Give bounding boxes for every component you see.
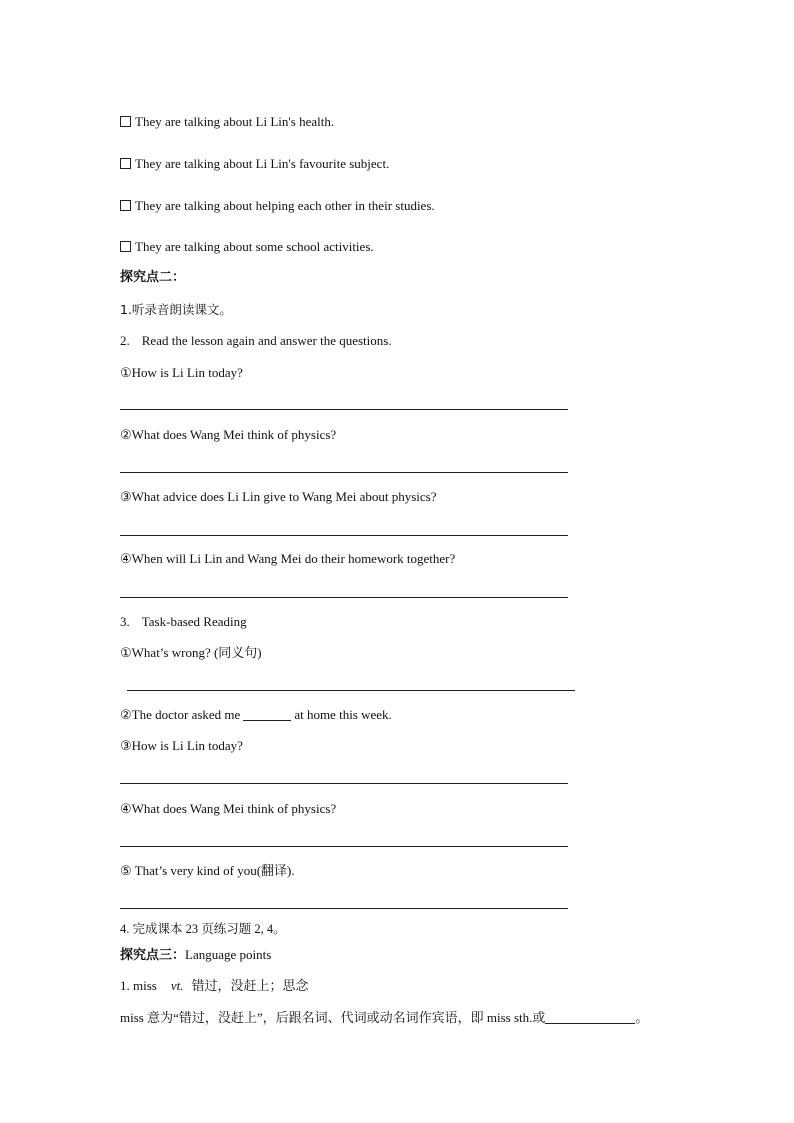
option-health[interactable]: They are talking about Li Lin's health. <box>120 114 334 130</box>
option-favourite-subject[interactable]: They are talking about Li Lin's favourite subject. <box>120 156 389 172</box>
language-point-1-note: miss 意为“错过，没赶上”，后跟名词、代词或动名词作宾语，即 miss sth.或 。 <box>120 1010 649 1025</box>
checkbox[interactable] <box>120 158 131 169</box>
fill-blank[interactable] <box>243 708 291 721</box>
language-point-1: 1. miss vt. 错过，没赶上；思念 <box>120 978 309 993</box>
section3-heading: 探究点三：Language points <box>120 947 272 963</box>
checkbox[interactable] <box>120 200 131 211</box>
answer-line[interactable] <box>120 409 568 410</box>
question-4: ④When will Li Lin and Wang Mei do their homework together? <box>120 551 456 566</box>
answer-line[interactable] <box>120 535 568 536</box>
fill-blank[interactable] <box>545 1011 635 1024</box>
task-question-4: ④What does Wang Mei think of physics? <box>120 801 337 816</box>
answer-line[interactable] <box>120 908 568 909</box>
checkbox[interactable] <box>120 241 131 252</box>
task-question-2: ②The doctor asked me at home this week. <box>120 707 392 722</box>
task-question-1: ①What’s wrong? (同义句) <box>120 645 262 660</box>
checkbox[interactable] <box>120 116 131 127</box>
question-2: ②What does Wang Mei think of physics? <box>120 427 337 442</box>
task-question-3: ③How is Li Lin today? <box>120 738 243 753</box>
section2-heading: 探究点二： <box>120 270 186 285</box>
option-school-activities[interactable]: They are talking about some school activities. <box>120 239 374 255</box>
item-2: 2. Read the lesson again and answer the questions. <box>120 333 392 348</box>
answer-line[interactable] <box>127 690 575 691</box>
answer-line[interactable] <box>120 472 568 473</box>
item-4: 4. 完成课本 23 页练习题 2, 4。 <box>120 922 286 936</box>
question-1: ①How is Li Lin today? <box>120 365 243 380</box>
task-question-5: ⑤ That’s very kind of you(翻译). <box>120 863 295 878</box>
answer-line[interactable] <box>120 783 568 784</box>
item-3: 3. Task-based Reading <box>120 614 247 629</box>
item-1: 1.听录音朗读课文。 <box>120 302 232 317</box>
answer-line[interactable] <box>120 846 568 847</box>
option-helping-studies[interactable]: They are talking about helping each other in their studies. <box>120 198 435 214</box>
question-3: ③What advice does Li Lin give to Wang Mei about physics? <box>120 489 437 504</box>
answer-line[interactable] <box>120 597 568 598</box>
